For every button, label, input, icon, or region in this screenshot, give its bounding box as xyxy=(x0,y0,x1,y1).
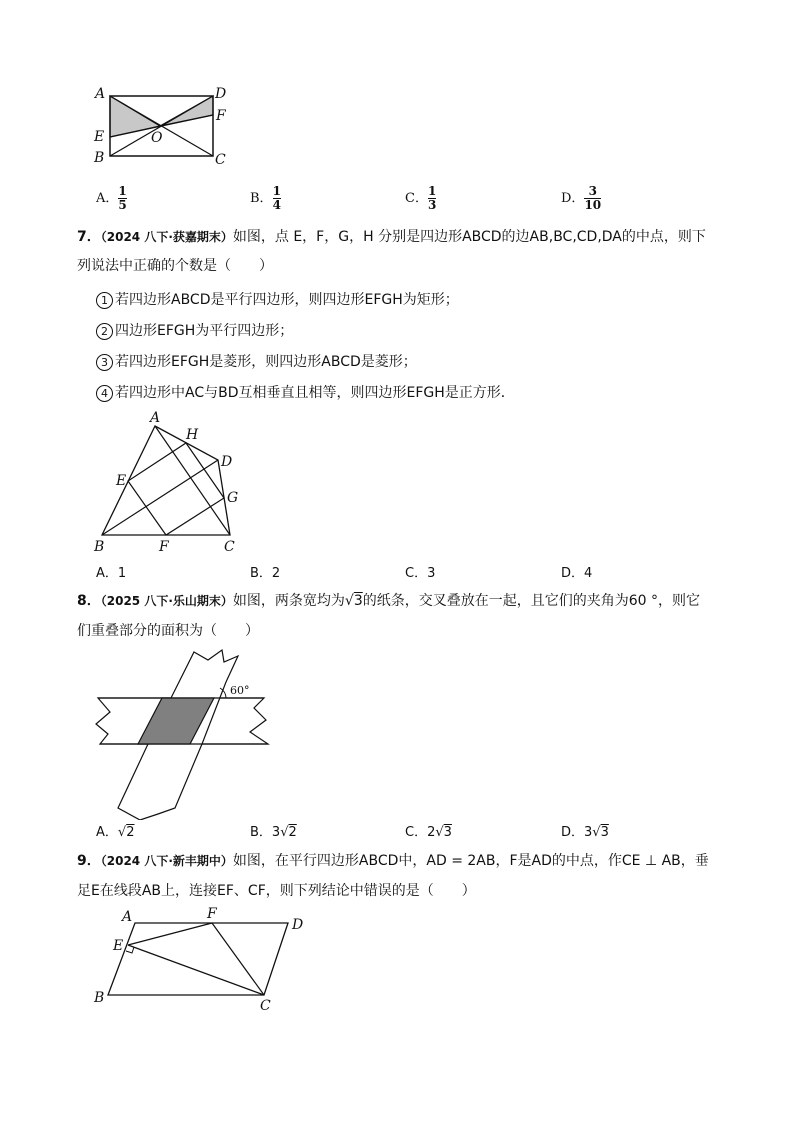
q7-option-a[interactable]: A．1 xyxy=(96,566,127,581)
q6-option-c[interactable]: C． $\frac{1}{3}$ xyxy=(405,184,437,212)
label-d: D xyxy=(221,454,233,470)
label-c: C xyxy=(260,998,271,1014)
q7-option-d[interactable]: D．4 xyxy=(561,566,593,581)
q7-stem-line1: 7．（2024 八下·获嘉期末）如图，点 E，F，G，H 分别是四边形ABCD的边AB,BC,CD,DA的中点，则下 xyxy=(77,229,706,245)
label-e: E xyxy=(94,129,105,145)
q8-option-c[interactable]: C．2√3 xyxy=(405,825,452,840)
paper-strips-figure xyxy=(90,648,280,820)
q8-option-d[interactable]: D．3√3 xyxy=(561,825,609,840)
quadrilateral-figure xyxy=(88,408,248,558)
label-a: A xyxy=(122,909,133,925)
label-d: D xyxy=(292,917,304,933)
label-e: E xyxy=(116,473,127,489)
q6-option-d[interactable]: D． $\frac{3}{10}$ xyxy=(561,184,602,212)
q9-stem-line2: 足E在线段AB上，连接EF、CF，则下列结论中错误的是（ ） xyxy=(77,883,476,899)
q7-statement-4: 4 若四边形中AC与BD互相垂直且相等，则四边形EFGH是正方形． xyxy=(96,384,515,402)
q8-option-b[interactable]: B．3√2 xyxy=(250,825,297,840)
parallelogram-abcd xyxy=(108,923,288,995)
label-b: B xyxy=(94,990,105,1006)
label-c: C xyxy=(224,539,235,555)
q9-stem-line1: 9．（2024 八下·新丰期中）如图，在平行四边形ABCD中，AD = 2AB，F是AD的中点，作CE ⊥ AB，垂 xyxy=(77,853,709,869)
label-h: H xyxy=(186,427,199,443)
label-a: A xyxy=(95,86,106,102)
right-angle-mark xyxy=(126,947,134,953)
label-d: D xyxy=(215,86,227,102)
label-f: F xyxy=(216,108,226,124)
parallelogram-figure xyxy=(88,905,318,1015)
label-e: E xyxy=(113,938,124,954)
label-c: C xyxy=(215,152,226,168)
q7-statement-3: 3 若四边形EFGH是菱形，则四边形ABCD是菱形； xyxy=(96,353,417,371)
q7-statement-2: 2 四边形EFGH为平行四边形； xyxy=(96,322,293,340)
label-b: B xyxy=(94,150,105,166)
q7-option-b[interactable]: B．2 xyxy=(250,566,281,581)
label-f: F xyxy=(159,539,169,555)
q7-option-c[interactable]: C．3 xyxy=(405,566,436,581)
q6-option-a[interactable]: A． $\frac{1}{5}$ xyxy=(96,184,127,212)
angle-label: 60° xyxy=(230,684,250,697)
q8-stem-line2: 们重叠部分的面积为（ ） xyxy=(77,623,259,639)
q7-stem-line2: 列说法中正确的个数是（ ） xyxy=(77,258,273,274)
sqrt-sign: √ xyxy=(344,593,354,609)
label-g: G xyxy=(227,490,239,506)
q8-stem-line1: 8．（2025 八下·乐山期末）如图，两条宽均为√3的纸条，交叉叠放在一起，且它们的夹角为60 °，则它 xyxy=(77,593,700,609)
label-o: O xyxy=(151,130,163,146)
q8-option-a[interactable]: A．√2 xyxy=(96,825,135,840)
label-a: A xyxy=(150,410,161,426)
q6-option-b[interactable]: B． $\frac{1}{4}$ xyxy=(250,184,281,212)
q7-statement-1: 1 若四边形ABCD是平行四边形，则四边形EFGH为矩形； xyxy=(96,291,459,309)
label-b: B xyxy=(94,539,105,555)
rectangle-figure xyxy=(88,80,238,172)
label-f: F xyxy=(207,906,217,922)
